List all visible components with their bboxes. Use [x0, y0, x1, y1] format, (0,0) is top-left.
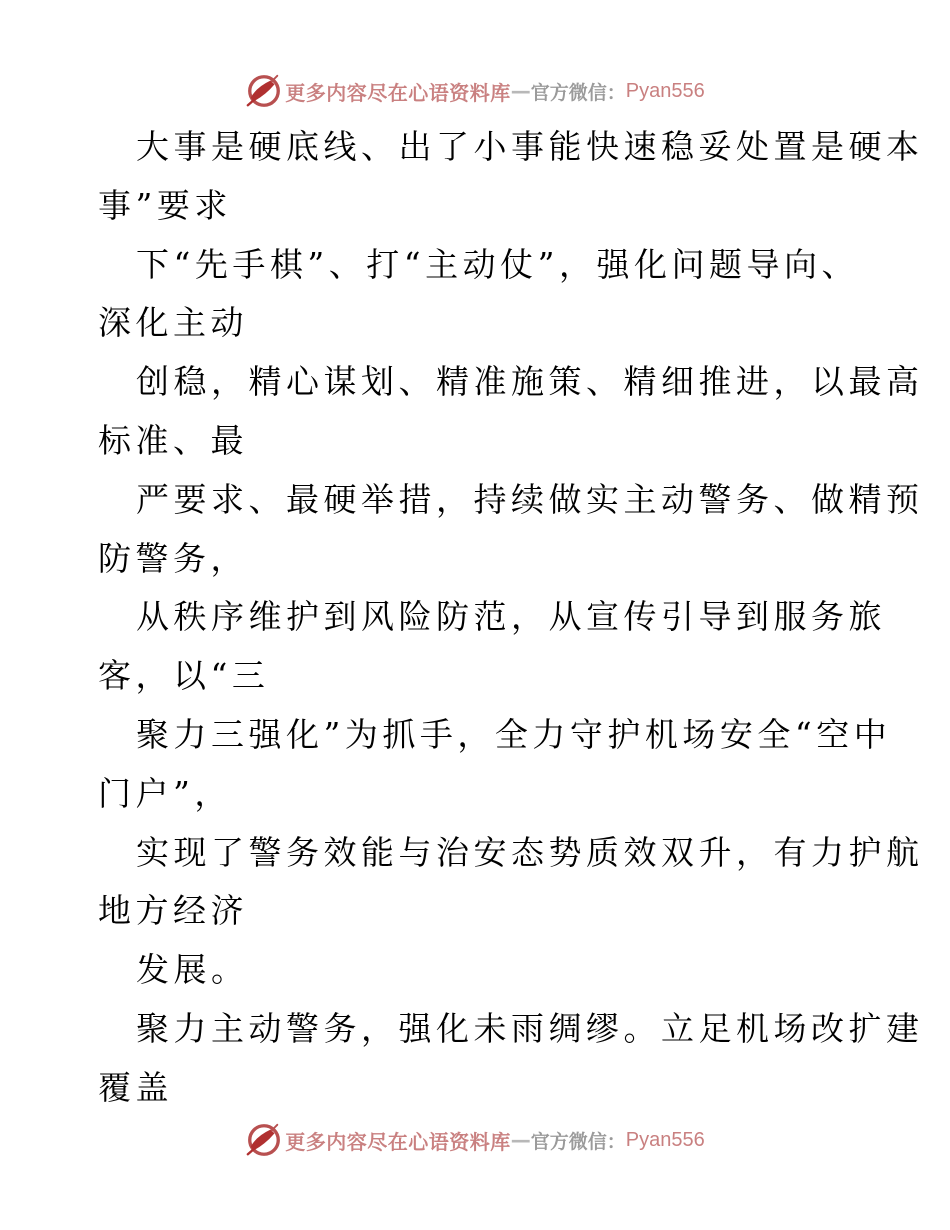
pen-logo-icon [245, 1121, 283, 1159]
body-text-line: 覆盖 [98, 1067, 173, 1107]
body-text-line: 发展。 [136, 950, 249, 990]
body-text-line: 从秩序维护到风险防范，从宣传引导到服务旅 [136, 597, 886, 637]
body-text-line: 下“先手棋”、打“主动仗”，强化问题导向、 [136, 244, 859, 284]
body-text-line: 标准、最 [98, 420, 248, 460]
body-text-line: 事”要求 [98, 185, 232, 225]
body-text-line: 聚力三强化”为抓手，全力守护机场安全“空中 [136, 714, 892, 754]
body-text-line: 实现了警务效能与治安态势质效双升，有力护航 [136, 832, 924, 872]
watermark-site-text: 更多内容尽在心语资料库 [285, 1129, 511, 1154]
body-text-line: 深化主动 [98, 303, 248, 343]
footer-watermark [0, 1120, 950, 1160]
body-text-line: 客，以“三 [98, 656, 270, 696]
watermark-site-text: 更多内容尽在心语资料库 [285, 80, 511, 105]
body-text-line: 门户”， [98, 773, 232, 813]
watermark-wechat-id: Pyan556 [625, 79, 705, 102]
pen-logo-icon [245, 72, 283, 110]
watermark-dash: — [510, 1128, 531, 1152]
body-text-line: 防警务， [98, 538, 248, 578]
watermark-official-label: 官方微信： [530, 81, 626, 104]
watermark-dash: — [510, 79, 531, 103]
header-watermark [0, 71, 950, 111]
body-text-line: 聚力主动警务，强化未雨绸缪。立足机场改扩建 [136, 1008, 924, 1048]
watermark-wechat-id: Pyan556 [625, 1128, 705, 1151]
body-text-line: 严要求、最硬举措，持续做实主动警务、做精预 [136, 479, 924, 519]
body-text-line: 地方经济 [98, 891, 248, 931]
body-text-line: 大事是硬底线、出了小事能快速稳妥处置是硬本 [136, 127, 924, 166]
document-body [98, 118, 924, 1118]
body-text-line: 创稳，精心谋划、精准施策、精细推进，以最高 [136, 362, 924, 402]
watermark-official-label: 官方微信： [530, 1130, 626, 1153]
